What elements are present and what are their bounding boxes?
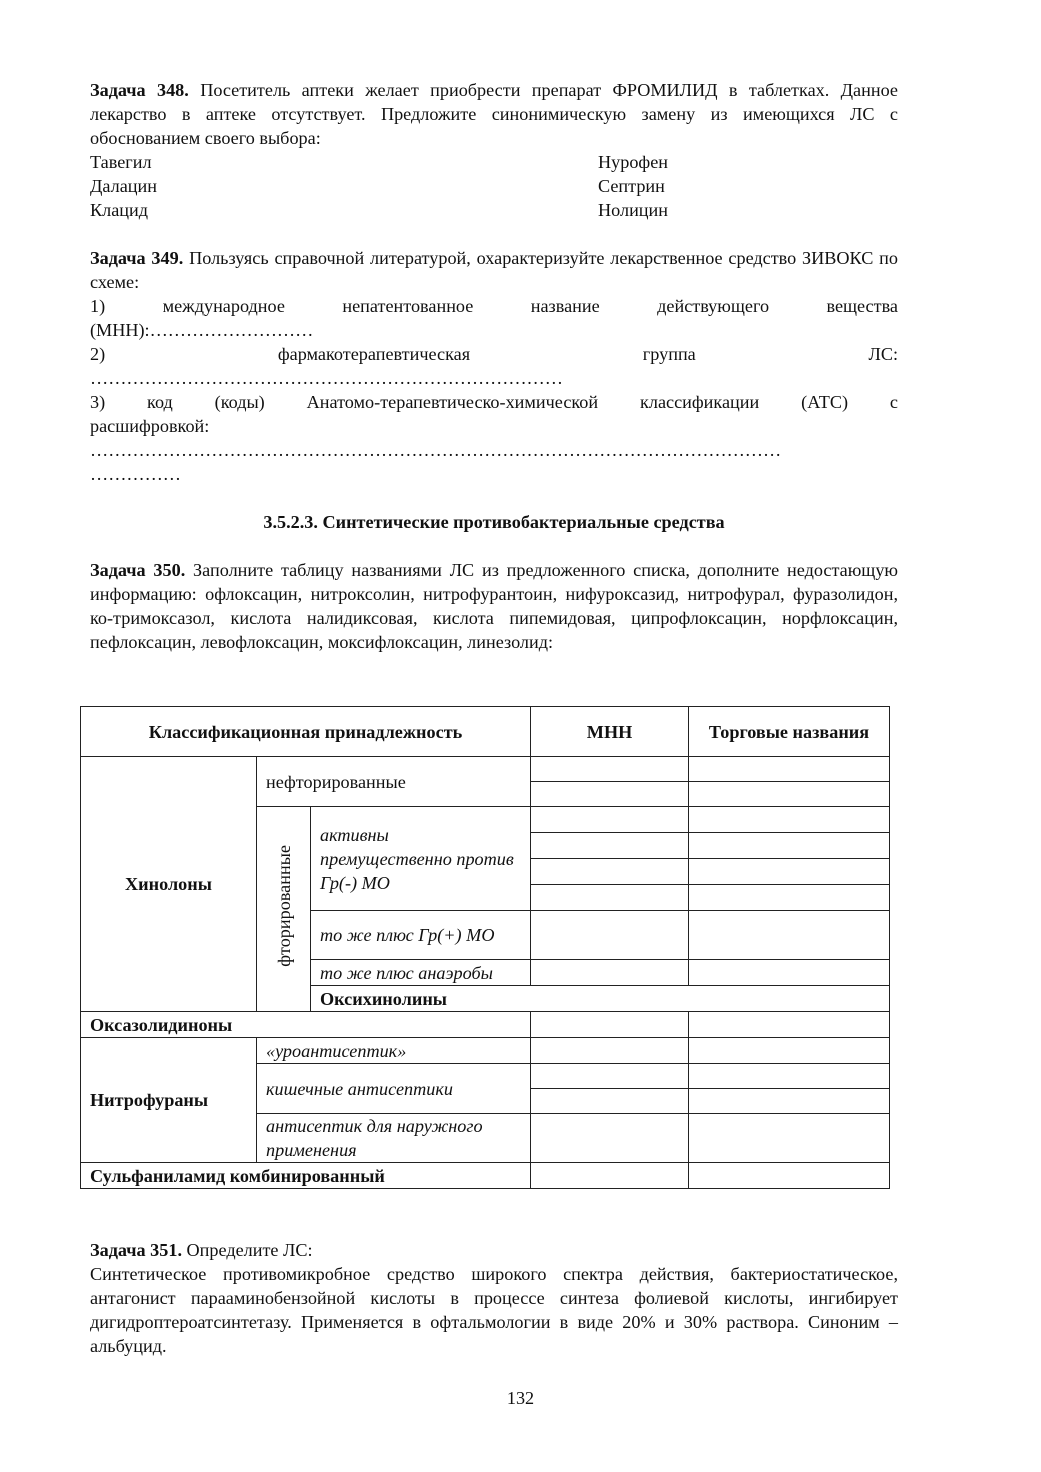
task-351-label: Задача 351.: [90, 1240, 182, 1260]
header-trade-names: Торговые названия: [689, 707, 890, 757]
answer-dots: ……………………………………………………………………………………………………: [90, 440, 782, 460]
task-350-label: Задача 350.: [90, 560, 186, 580]
row-external-antiseptic: антисептик для наружного применения: [257, 1114, 531, 1163]
row-nitrofurans: Нитрофураны: [81, 1038, 257, 1163]
task-351-text: Синтетическое противомикробное средство широкого спектра действия, бактериостатическое, антагонист парааминобензойной кислоты в процессе синтеза фолиевой кислоты, ингибирует дигидроптероатсинтетазу. Применяется в офтальмологии в виде 20% и 30% раствора. Синоним – альбуцид.: [90, 1264, 898, 1356]
task-351-title: [90, 1238, 898, 1262]
task-349-item2b: ……………………………………………………………………: [90, 368, 563, 388]
fluorinated-label: фторированные: [257, 807, 311, 1012]
task-349: [90, 246, 898, 294]
drug-list: [90, 150, 898, 222]
task-348: [90, 78, 898, 150]
header-inn: МНН: [531, 707, 689, 757]
task-350-text: Заполните таблицу названиями ЛС из предложенного списка, дополните недостающую информацию: офлоксацин, нитроксолин, нитрофурантоин, нифуроксазид, нитрофурал, фуразолидон, ко-тримоксазол, кислота налидиксовая, кислота пипемидовая, ципрофлоксацин, норфлоксацин, пефлоксацин, левофлоксацин, моксифлоксацин, линезолид:: [90, 560, 898, 652]
row-sulfonamide-combined: Сульфаниламид комбинированный: [81, 1163, 531, 1189]
task-349-item1a: 1) международное непатентованное название действующего вещества: [90, 296, 898, 316]
row-quinolones: Хинолоны: [81, 757, 257, 1012]
task-351-title-rest: Определите ЛС:: [186, 1240, 313, 1260]
task-349-item3a: 3) код (коды) Анатомо-терапевтическо-химической классификации (АТС) с: [90, 392, 898, 412]
task-349-item1b: (МНН):………………………: [90, 320, 314, 340]
drug-item: Клацид: [90, 200, 148, 220]
row-oxazolidinones: Оксазолидиноны: [81, 1012, 531, 1038]
row-oxyquinolines: Оксихинолины: [311, 986, 890, 1012]
row-uroantiseptic: «уроантисептик»: [257, 1038, 531, 1064]
task-350: [90, 558, 898, 654]
task-349-item3b: расшифровкой:: [90, 416, 210, 436]
row-gram-negative: активны премущественно против Гр(-) МО: [311, 807, 531, 911]
header-classification: Классификационная принадлежность: [81, 707, 531, 757]
drug-item: Нурофен: [598, 152, 669, 172]
task-351-block: [90, 1238, 898, 1358]
answer-dots: ……………: [90, 464, 181, 484]
page-number: 132: [506, 1388, 535, 1408]
page-content: [90, 78, 898, 654]
task-348-text: Посетитель аптеки желает приобрести препарат ФРОМИЛИД в таблетках. Данное лекарство в аптеке отсутствует. Предложите синонимическую замену из имеющихся ЛС с обоснованием своего выбора:: [90, 80, 898, 148]
row-anaerobes: то же плюс анаэробы: [311, 960, 531, 986]
row-nonfluorinated: нефторированные: [257, 757, 531, 807]
task-349-label: Задача 349.: [90, 248, 184, 268]
drug-list-left: [90, 150, 598, 222]
row-gram-positive: то же плюс Гр(+) МО: [311, 911, 531, 960]
task-349-text: Пользуясь справочной литературой, охарактеризуйте лекарственное средство ЗИВОКС по схеме:: [90, 248, 899, 292]
row-intestinal-antiseptics: кишечные антисептики: [257, 1064, 531, 1114]
drug-item: Септрин: [598, 176, 665, 196]
section-heading: 3.5.2.3. Синтетические противобактериальные средства: [263, 512, 725, 532]
drug-list-right: [598, 150, 898, 222]
task-348-label: Задача 348.: [90, 80, 189, 100]
task-349-item2a: 2) фармакотерапевтическая группа ЛС:: [90, 344, 898, 364]
drug-item: Нолицин: [598, 200, 668, 220]
classification-table: [80, 706, 890, 1189]
drug-item: Далацин: [90, 176, 157, 196]
drug-item: Тавегил: [90, 152, 152, 172]
